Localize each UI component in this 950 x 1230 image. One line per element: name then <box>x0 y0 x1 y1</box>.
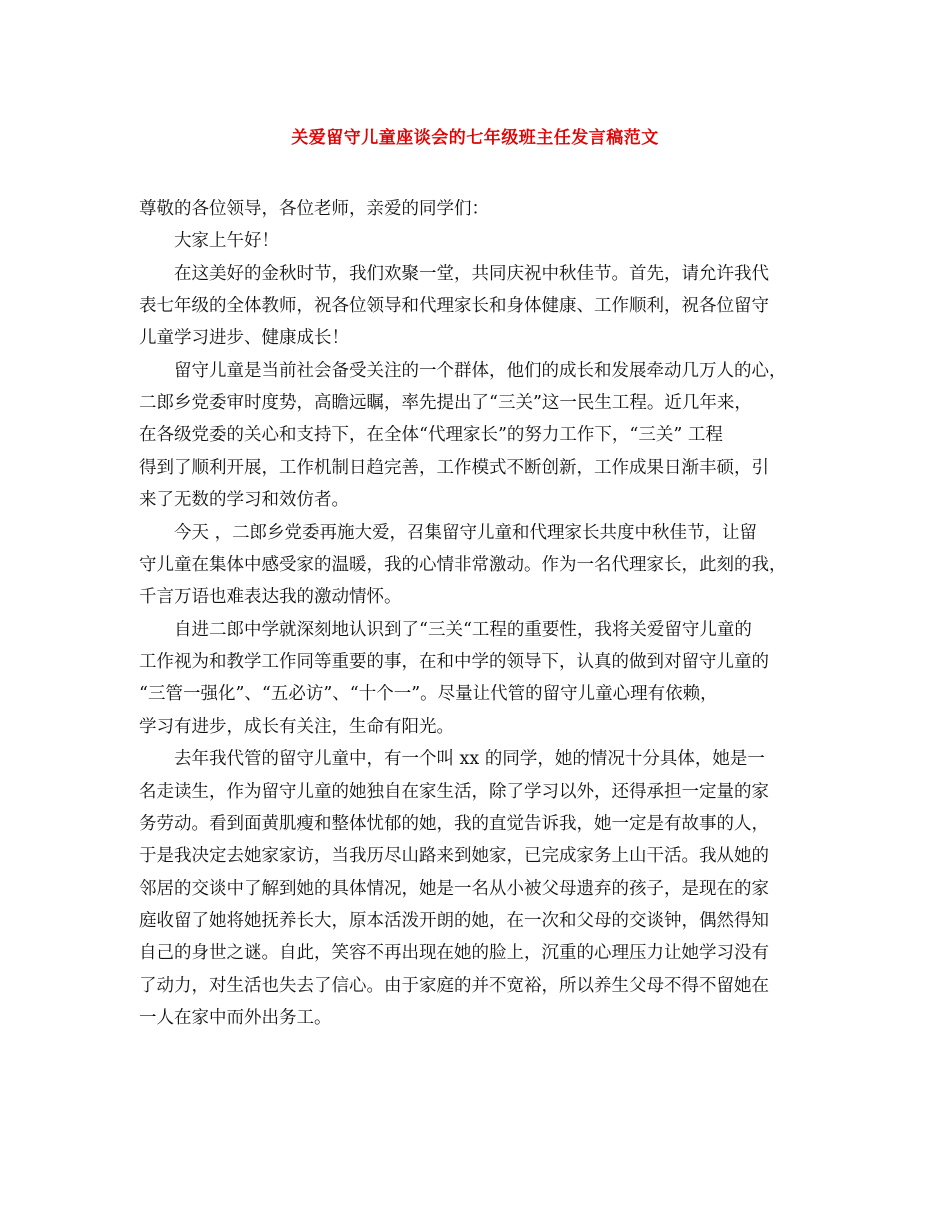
paragraph-line: 名走读生，作为留守儿童的她独自在家生活，除了学习以外，还得承担一定量的家 <box>139 782 769 802</box>
paragraph-line: 自进二郎中学就深刻地认识到了“三关“工程的重要性，我将关爱留守儿童的 <box>174 620 752 640</box>
paragraph-line: 二郎乡党委审时度势，高瞻远瞩，率先提出了“三关”这一民生工程。近几年来， <box>139 393 752 413</box>
paragraph-line: 千言万语也难表达我的激动情怀。 <box>139 587 402 607</box>
paragraph-line: 儿童学习进步、健康成长！ <box>139 328 349 348</box>
paragraph-line: 来了无数的学习和效仿者。 <box>139 490 349 510</box>
paragraph-line: 尊敬的各位领导，各位老师，亲爱的同学们： <box>139 199 489 219</box>
paragraph-line: 了动力，对生活也失去了信心。由于家庭的并不宽裕，所以养生父母不得不留她在 <box>139 976 769 996</box>
paragraph-line: 表七年级的全体教师，祝各位领导和代理家长和身体健康、工作顺利，祝各位留守 <box>139 296 769 316</box>
paragraph-line: 去年我代管的留守儿童中，有一个叫 xx 的同学，她的情况十分具体，她是一 <box>174 749 765 769</box>
paragraph-line: 在各级党委的关心和支持下，在全体“代理家长”的努力工作下，“三关” 工程 <box>139 425 723 445</box>
paragraph-line: 庭收留了她将她抚养长大，原本活泼开朗的她，在一次和父母的交谈钟，偶然得知 <box>139 911 769 931</box>
paragraph-line: 得到了顺利开展，工作机制日趋完善，工作模式不断创新，工作成果日渐丰硕，引 <box>139 458 769 478</box>
paragraph-line: 自己的身世之谜。自此，笑容不再出现在她的脸上，沉重的心理压力让她学习没有 <box>139 943 769 963</box>
paragraph-line: 工作视为和教学工作同等重要的事，在和中学的领导下，认真的做到对留守儿童的 <box>139 652 769 672</box>
paragraph-line: “三管一强化”、“五必访”、“十个一”。尽量让代管的留守儿童心理有依赖， <box>139 684 718 704</box>
paragraph-line: 今天 ，二郎乡党委再施大爱，召集留守儿童和代理家长共度中秋佳节，让留 <box>174 523 758 543</box>
paragraph-line: 一人在家中而外出务工。 <box>139 1008 332 1028</box>
paragraph-line: 邻居的交谈中了解到她的具体情况，她是一名从小被父母遗弃的孩子，是现在的家 <box>139 879 769 899</box>
paragraph-line: 于是我决定去她家家访，当我历尽山路来到她家，已完成家务上山干活。我从她的 <box>139 846 769 866</box>
paragraph-line: 务劳动。看到面黄肌瘦和整体忧郁的她，我的直觉告诉我，她一定是有故事的人， <box>139 814 769 834</box>
paragraph-line: 守儿童在集体中感受家的温暖，我的心情非常激动。作为一名代理家长，此刻的我， <box>139 555 787 575</box>
paragraph-line: 学习有进步，成长有关注，生命有阳光。 <box>139 717 454 737</box>
paragraph-line: 留守儿童是当前社会备受关注的一个群体，他们的成长和发展牵动几万人的心， <box>174 361 787 381</box>
document-title: 关爱留守儿童座谈会的七年级班主任发言稿范文 <box>291 128 659 148</box>
paragraph-line: 在这美好的金秋时节，我们欢聚一堂，共同庆祝中秋佳节。首先，请允许我代 <box>174 264 769 284</box>
paragraph-line: 大家上午好！ <box>174 231 279 251</box>
